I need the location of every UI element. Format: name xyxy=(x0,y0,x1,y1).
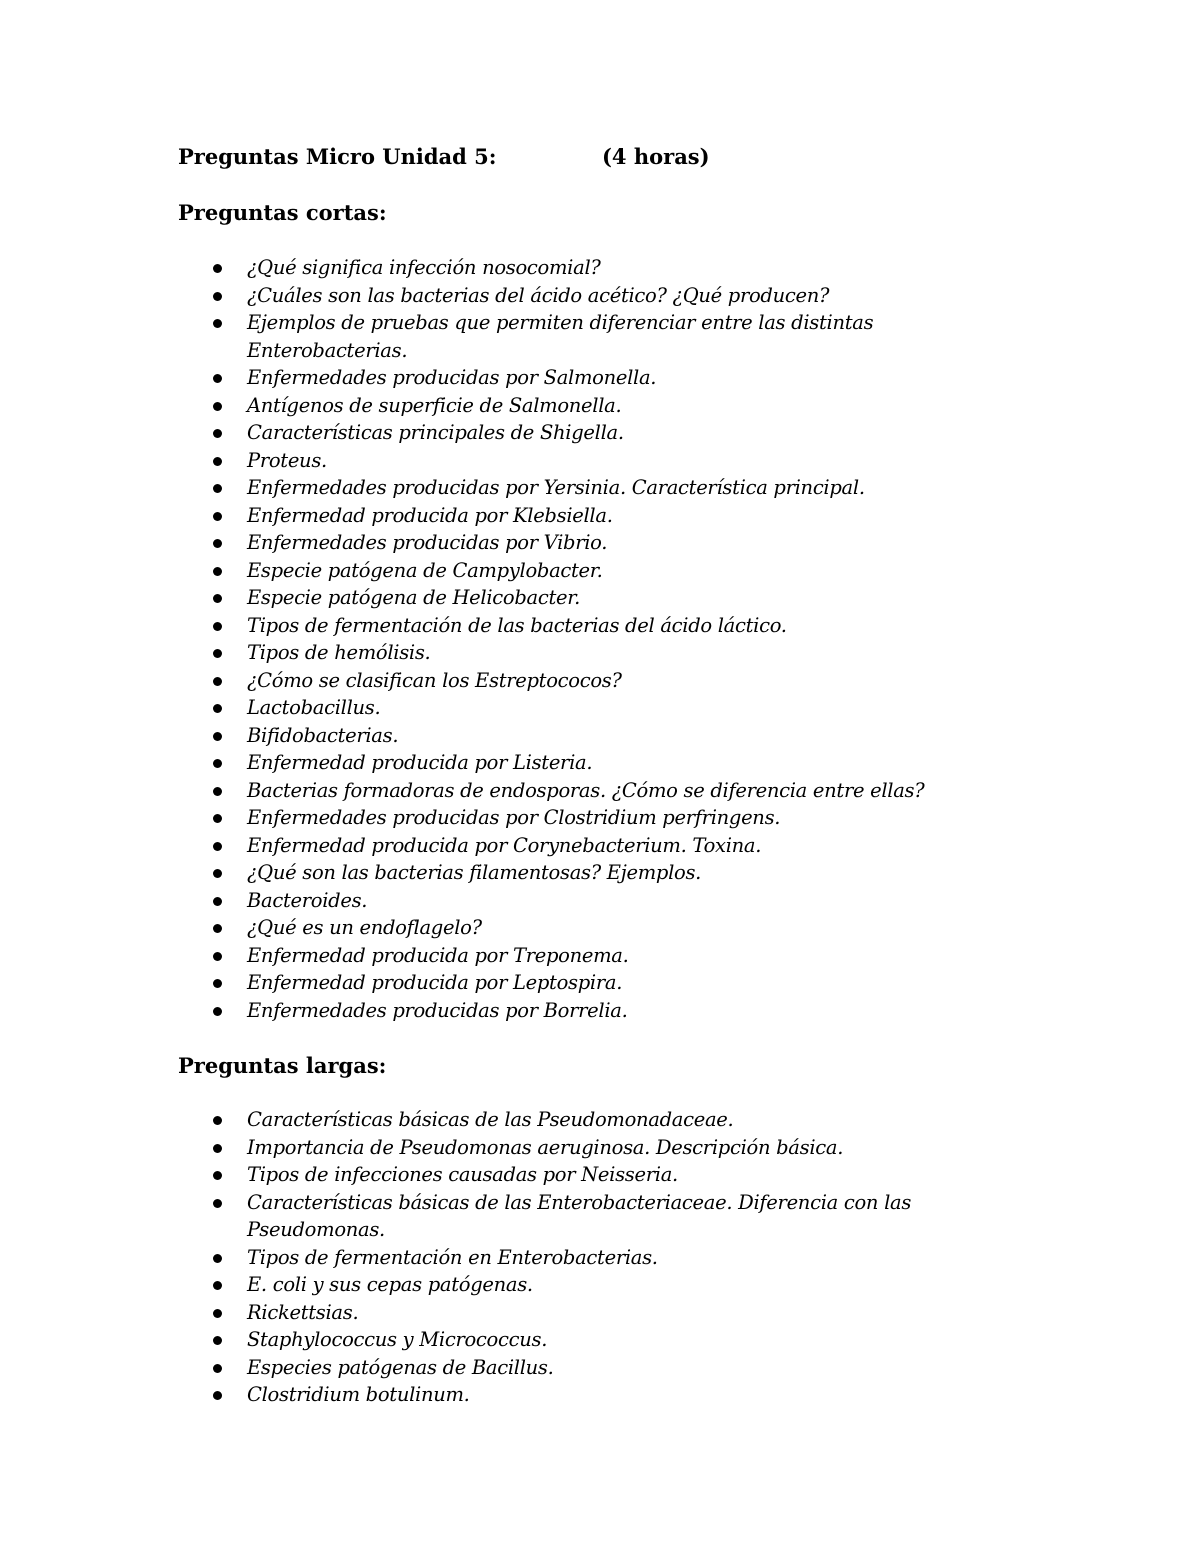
list-item xyxy=(0,859,947,887)
bullet-icon xyxy=(213,1336,222,1345)
list-item xyxy=(0,722,947,750)
bullet-icon xyxy=(213,649,222,658)
bullet-icon xyxy=(213,567,222,576)
bullet-icon xyxy=(213,704,222,713)
list-item xyxy=(0,997,947,1025)
list-item xyxy=(0,749,947,777)
question-text: Enfermedades producidas por Clostridium perfringens. xyxy=(247,806,781,829)
question-text: Bifidobacterias. xyxy=(247,723,399,747)
bullet-icon xyxy=(213,594,222,603)
long-questions-list xyxy=(0,1106,1000,1409)
question-text: Especie patógena de Campylobacter. xyxy=(247,558,603,582)
bullet-icon xyxy=(213,1309,222,1318)
list-item xyxy=(0,1271,947,1299)
list-item xyxy=(0,557,947,585)
list-item xyxy=(0,474,947,502)
question-text: Enfermedades producidas por Vibrio. xyxy=(247,531,608,554)
bullet-icon xyxy=(213,869,222,878)
list-item xyxy=(0,694,947,722)
list-item xyxy=(0,392,947,420)
question-text: ¿Qué es un endoflagelo? xyxy=(247,916,482,939)
question-text: ¿Qué significa infección nosocomial? xyxy=(247,256,601,279)
list-item xyxy=(0,887,947,915)
question-text: Proteus. xyxy=(247,448,327,472)
bullet-icon xyxy=(213,1391,222,1400)
bullet-icon xyxy=(213,814,222,823)
question-text: ¿Qué son las bacterias filamentosas? Ejemplos. xyxy=(247,861,702,884)
bullet-icon xyxy=(213,319,222,328)
bullet-icon xyxy=(213,292,222,301)
bullet-icon xyxy=(213,1281,222,1290)
bullet-icon xyxy=(213,1007,222,1016)
bullet-icon xyxy=(213,1171,222,1180)
list-item xyxy=(0,914,947,942)
question-text: Enfermedades producidas por Borrelia. xyxy=(247,998,628,1022)
list-item xyxy=(0,969,947,997)
question-text: ¿Cuáles son las bacterias del ácido acético? ¿Qué producen? xyxy=(247,283,830,307)
question-text: Bacteroides. xyxy=(247,888,368,912)
question-text: Staphylococcus y Micrococcus. xyxy=(247,1328,548,1351)
list-item xyxy=(0,1161,947,1189)
list-item xyxy=(0,1134,947,1162)
document-title xyxy=(178,143,710,171)
list-item xyxy=(0,639,947,667)
question-text: Enfermedad producida por Treponema. xyxy=(247,943,629,967)
bullet-icon xyxy=(213,264,222,273)
question-text: Ejemplos de pruebas que permiten diferenciar entre las distintas Enterobacterias. xyxy=(247,311,874,362)
list-item xyxy=(0,1381,947,1409)
bullet-icon xyxy=(213,787,222,796)
bullet-icon xyxy=(213,1144,222,1153)
document-title-text: Preguntas Micro Unidad 5: xyxy=(178,144,497,169)
question-text: Especie patógena de Helicobacter. xyxy=(247,586,581,609)
bullet-icon xyxy=(213,924,222,933)
bullet-icon xyxy=(213,429,222,438)
list-item xyxy=(0,309,947,364)
list-item xyxy=(0,529,947,557)
list-item xyxy=(0,1326,947,1354)
bullet-icon xyxy=(213,457,222,466)
bullet-icon xyxy=(213,732,222,741)
question-text: Tipos de hemólisis. xyxy=(247,641,431,664)
question-text: Clostridium botulinum. xyxy=(247,1383,470,1406)
list-item xyxy=(0,1106,947,1134)
question-text: Tipos de fermentación en Enterobacterias. xyxy=(247,1245,658,1269)
list-item xyxy=(0,612,947,640)
list-item xyxy=(0,584,947,612)
list-item xyxy=(0,667,947,695)
bullet-icon xyxy=(213,842,222,851)
question-text: Características principales de Shigella. xyxy=(247,421,624,444)
bullet-icon xyxy=(213,484,222,493)
question-text: Enfermedades producidas por Salmonella. xyxy=(247,366,657,389)
bullet-icon xyxy=(213,1364,222,1373)
bullet-icon xyxy=(213,1116,222,1125)
question-text: Tipos de infecciones causadas por Neisseria. xyxy=(247,1163,678,1186)
bullet-icon xyxy=(213,759,222,768)
list-item xyxy=(0,447,947,475)
short-questions-list xyxy=(0,254,1000,1024)
list-item xyxy=(0,1244,947,1272)
bullet-icon xyxy=(213,677,222,686)
bullet-icon xyxy=(213,622,222,631)
list-item xyxy=(0,1299,947,1327)
list-item xyxy=(0,254,947,282)
bullet-icon xyxy=(213,512,222,521)
list-item xyxy=(0,777,947,805)
bullet-icon xyxy=(213,952,222,961)
section-heading-long-questions: Preguntas largas: xyxy=(178,1053,387,1078)
question-text: Rickettsias. xyxy=(247,1300,359,1324)
question-text: Enfermedad producida por Leptospira. xyxy=(247,971,623,994)
list-item xyxy=(0,282,947,310)
document-duration: (4 horas) xyxy=(602,144,710,169)
list-item xyxy=(0,942,947,970)
list-item xyxy=(0,832,947,860)
bullet-icon xyxy=(213,979,222,988)
question-text: Especies patógenas de Bacillus. xyxy=(247,1355,554,1379)
list-item xyxy=(0,1354,947,1382)
list-item xyxy=(0,804,947,832)
bullet-icon xyxy=(213,374,222,383)
list-item xyxy=(0,1189,947,1244)
section-heading-short-questions: Preguntas cortas: xyxy=(178,200,387,225)
question-text: ¿Cómo se clasifican los Estreptococos? xyxy=(247,668,622,692)
bullet-icon xyxy=(213,1254,222,1263)
list-item xyxy=(0,502,947,530)
question-text: Tipos de fermentación de las bacterias del ácido láctico. xyxy=(247,613,787,637)
question-text: Antígenos de superficie de Salmonella. xyxy=(247,393,622,417)
list-item xyxy=(0,364,947,392)
question-text: Bacterias formadoras de endosporas. ¿Cómo se diferencia entre ellas? xyxy=(247,778,925,802)
question-text: Importancia de Pseudomonas aeruginosa. Descripción básica. xyxy=(247,1135,844,1159)
question-text: Enfermedades producidas por Yersinia. Característica principal. xyxy=(247,476,865,499)
bullet-icon xyxy=(213,539,222,548)
question-text: Enfermedad producida por Klebsiella. xyxy=(247,503,613,527)
bullet-icon xyxy=(213,1199,222,1208)
question-text: Características básicas de las Enterobacteriaceae. Diferencia con las Pseudomonas. xyxy=(247,1190,912,1241)
question-text: Características básicas de las Pseudomonadaceae. xyxy=(247,1108,734,1131)
question-text: Lactobacillus. xyxy=(247,696,381,719)
bullet-icon xyxy=(213,402,222,411)
question-text: E. coli y sus cepas patógenas. xyxy=(247,1273,533,1296)
list-item xyxy=(0,419,947,447)
question-text: Enfermedad producida por Listeria. xyxy=(247,751,593,774)
bullet-icon xyxy=(213,897,222,906)
question-text: Enfermedad producida por Corynebacterium. Toxina. xyxy=(247,833,762,857)
